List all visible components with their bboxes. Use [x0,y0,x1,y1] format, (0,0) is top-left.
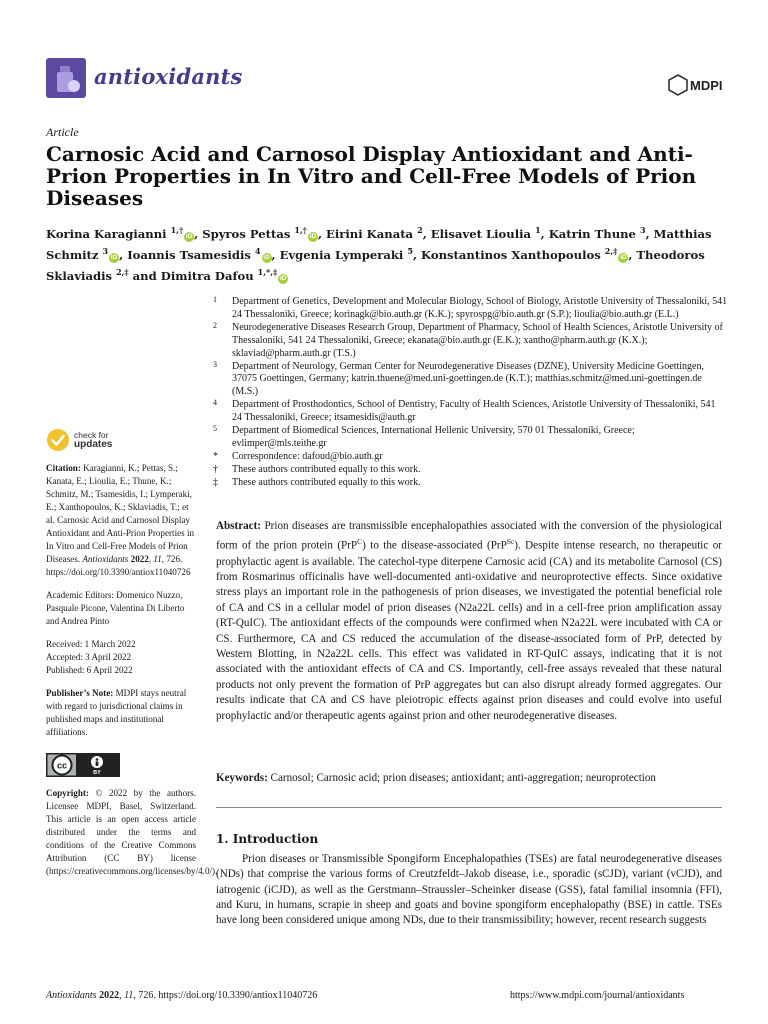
editors-block [46,589,196,628]
affiliation-mark: * [213,450,218,462]
copyright-block [46,787,218,878]
editors-text: Domenico Nuzzo, Pasquale Picone, Valentina Di Liberto and Andrea Pinto [46,590,185,626]
author-name[interactable]: Elisavet Lioulia [430,226,532,241]
affiliation-text: Department of Genetics, Development and Molecular Biology, School of Biology, Aristotle University of Thessaloniki, 541 24 Thessaloniki, Greece; korinagk@bio.auth.gr (K.K.); spyrospg@bio.auth.gr (S.P.); lioulia@bio.auth.gr (E.L.) [232,296,728,320]
affiliation-item [213,464,728,477]
article-title: Carnosic Acid and Carnosol Display Antioxidant and Anti-Prion Properties in In Vitro and Cell-Free Models of Prion Diseases [46,142,697,210]
affiliation-mark: † [213,463,218,475]
abstract-label: Abstract: [216,520,261,532]
author-name[interactable]: Konstantinos Xanthopoulos [421,247,601,262]
orcid-icon[interactable]: iD [185,232,193,240]
author-affiliation-mark: 1,*,‡ [257,266,278,277]
introduction-text [216,852,722,928]
citation-block: Citation: Karagianni, K.; Pettas, S.; Kanata, E.; Lioulia, E.; Thune, K.; Schmitz, M.; Tsamesidis, I.; Lymperaki, E.; Xanthopoulos, K.; Sklaviadis, T.; et al. Carnosic Acid and Carnosol Display Antioxidant and Anti-Prion Properties in In Vitro and Cell-Free Models of Prion Diseases. Antioxidants 2022, 11, 726. https://doi.org/10.3390/antiox11040726 [46,463,195,577]
citation-doi[interactable]: , 726. https://doi.org/10.3390/antiox11040726 [46,554,191,577]
affiliation-mark: 2 [213,320,217,330]
affiliation-mark: 4 [213,398,217,408]
citation-text: Karagianni, K.; Pettas, S.; Kanata, E.; Lioulia, E.; Thune, K.; Schmitz, M.; Tsamesidis, I.; Lymperaki, E.; Xanthopoulos, K.; Sklaviadis, T.; et al. Carnosic Acid and Carnosol Display Antioxidant and Anti-Prion Properties in In Vitro and Cell-Free Models of Prion Diseases. [46,463,195,564]
accepted-date: Accepted: 3 April 2022 [46,652,132,662]
introduction-heading: 1. Introduction [216,832,319,846]
authors-conjunction: and [132,268,157,283]
svg-text:MDPI: MDPI [690,78,722,93]
citation-year: 2022 [130,554,149,564]
abstract [216,519,722,724]
citation-volume: 11 [153,554,162,564]
check-updates-big: updates [74,439,113,450]
affiliation-item [213,399,728,425]
author-affiliation-mark: 1 [535,225,541,235]
check-updates-small: check for [74,430,109,440]
affiliation-item [213,425,728,451]
keywords [216,771,722,786]
publisher-note-label: Publisher’s Note: [46,688,114,698]
author-name[interactable]: Spyros Pettas [202,226,291,241]
svg-text:BY: BY [93,770,101,776]
citation-journal: Antioxidants [82,554,129,564]
received-date: Received: 1 March 2022 [46,639,136,649]
publisher-note-text: MDPI stays neutral with regard to jurisdictional claims in published maps and institutional affiliations. [46,688,187,737]
orcid-icon[interactable]: iD [263,253,270,261]
editors-label: Academic Editors: [46,590,114,600]
abstract-sup-1: C [357,537,363,547]
affiliation-item [213,477,728,490]
affiliation-item [213,451,728,464]
author-affiliation-mark: 3 [102,245,109,256]
citation-label: Citation: [46,463,81,473]
publisher-note [46,687,196,739]
copyright-text: © 2022 by the authors. Licensee MDPI, Basel, Switzerland. This article is an open access article distributed under the terms and conditions of the Creative Commons Attribution (CC BY) license (https://creativecommons.org/licenses/by/4.0/). [46,788,218,876]
svg-text:cc: cc [56,760,68,771]
affiliation-text: Department of Neurology, German Center for Neurodegenerative Diseases (DZNE), University Medicine Goettingen, 37075 Goettingen, Germany; katrin.thuene@med.uni-goettingen.de (K.T.); matthias.schmitz@med.uni-goettingen.de (M.S.) [232,360,704,398]
author-list: Korina Karagianni $^{1,\dagger}$iD , Spyros Pettas $^{1,\dagger}$iD , Eirini Kanata $^2$, Elisavet Lioulia $^1$, Katrin Thune $^3$, Matthias Schmitz $^3$iD , Ioannis Tsamesidis $^4$iD , Evgenia Lymperaki $^5$, Konstantinos Xanthopoulos $^{2,\ddagger}$iD , Theodoros Sklaviadis $^{2,\ddagger}$ and Dimitra Dafou $^{1,*,\ddagger}$iD [46,225,712,283]
affiliation-mark: 1 [213,295,217,304]
author-name[interactable]: Dimitra Dafou [160,268,254,283]
keywords-text: Carnosol; Carnosic acid; prion diseases; antioxidant; anti-aggregation; neuroprotection [270,772,656,784]
introduction-body: Prion diseases or Transmissible Spongiform Encephalopathies (TSEs) are fatal neurodegenerative diseases (NDs) that comprise the various forms of Creutzfeldt–Jakob disease, i.e., sporadic (sCJD), variant (vCJD), and iatrogenic (iCJD), as well as the Gerstmann–Straussler–Scheinker disease (GSS), fatal familial insomnia (FFI), and Kuru, in humans, scrapie in sheep and goats and bovine spongiform encephalopathy (BSE) in cattle. TSEs have long been considered unique among NDs, due to their transmissibility; however, recent research suggests [216,853,722,927]
affiliation-text: Department of Prosthodontics, School of Dentistry, Faculty of Health Sciences, Aristotle University of Thessaloniki, 541 24 Thessaloniki, Greece; itsamesidis@auth.gr [232,399,716,424]
dates-block [46,638,196,677]
author-name[interactable]: Eirini Kanata [326,226,414,241]
affiliation-text: These authors contributed equally to this work. [232,463,421,475]
copyright-label: Copyright: [46,788,89,798]
author-affiliation-mark: 4 [254,245,261,256]
abstract-text-3: ). Despite intense research, no therapeutic or prophylactic agent is available. The catechol-type diterpene Carnosic acid (CA) and its metabolite Carnosol (CS) from Rosmarinus officinalis have well-documented anti-oxidative and neuroprotective effects. Since oxidative stress plays an important role in the pathogenesis of prion diseases, we investigated the potential beneficial role of CA and CS in a cellular model of prion diseases (N2a22L cells) and in a cell-free prion amplification assay (RT-QuIC). The antioxidant effects of the compounds were confirmed when N2a22L were incubated with CA or CS. Furthermore, CA and CS reduced the accumulation of the disease-associated form of PrP, detected by Western Blotting, in N2a22L cells. This effect was validated in RT-QuIC assays, indicating that it is not associated with the antioxidant effects of CA and CS. Importantly, cell-free assays revealed that these natural products not only prevent the formation of PrP aggregates but can also disrupt already formed aggregates. Our results indicate that CA and CS have pleiotropic effects against prion diseases and could evolve into useful prophylactic and/or therapeutic agents against prion and other neurodegenerative diseases. [216,540,722,722]
orcid-icon[interactable]: iD [110,253,118,261]
author-affiliation-mark: 2 [417,225,423,235]
section-divider [216,807,722,808]
author-affiliation-mark: 2,‡ [604,245,618,256]
orcid-icon[interactable]: iD [279,274,287,282]
affiliation-item [213,361,728,400]
keywords-label: Keywords: [216,772,268,784]
journal-logo [46,58,86,98]
abstract-text-1: Prion diseases are transmissible encephalopathies associated with the conversion of the physiological form of the prion protein (PrP [216,520,722,553]
published-date: Published: 6 April 2022 [46,665,133,675]
footer-volume: 11 [124,990,134,1001]
author-affiliation-mark: 2,‡ [116,266,129,277]
author-name[interactable]: Evgenia Lymperaki [279,247,404,262]
cc-by-license-icon[interactable] [46,753,120,777]
author-name[interactable]: Katrin Thune [548,226,636,241]
orcid-icon[interactable]: iD [620,253,627,261]
footer-journal-url[interactable]: https://www.mdpi.com/journal/antioxidants [510,990,685,1001]
footer-journal: Antioxidants [46,990,97,1001]
author-affiliation-mark: 5 [407,245,413,256]
affiliation-item [213,296,728,322]
affiliation-text: Neurodegenerative Diseases Research Group, Department of Pharmacy, School of Health Sciences, Aristotle University of Thessaloniki, 541 24 Thessaloniki, Greece; ekanata@bio.auth.gr (E.K.); xantho@pharm.auth.gr (K.X.); sklaviad@pharm.auth.gr (T.S.) [232,321,723,359]
affiliation-mark: 5 [213,424,217,434]
author-name[interactable]: Matthias Schmitz [46,226,712,262]
abstract-text-2: ) to the disease-associated (PrP [362,540,507,553]
affiliation-item [213,322,728,361]
orcid-icon[interactable]: iD [309,232,317,240]
affiliation-text: These authors contributed equally to this work. [232,476,421,488]
affiliation-text: Correspondence: dafoud@bio.auth.gr [232,450,383,462]
mdpi-logo [668,74,722,96]
author-name[interactable]: Korina Karagianni [46,226,167,241]
affiliation-text: Department of Biomedical Sciences, International Hellenic University, 570 01 Thessaloniki, Greece; evlimper@mls.teithe.gr [232,425,635,449]
footer-citation: Antioxidants 2022, 11, 726. https://doi.org/10.3390/antiox11040726 [46,990,318,1001]
article-type: Article [46,125,79,139]
affiliation-mark: 3 [213,359,217,369]
author-affiliation-mark: 3 [639,225,646,235]
author-affiliation-mark: 1,† [294,225,307,235]
affiliations [213,296,728,490]
sidebar [46,428,218,888]
check-for-updates-button[interactable] [46,428,196,452]
affiliation-mark: ‡ [213,476,218,488]
author-affiliation-mark: 1,† [170,225,184,235]
author-name[interactable]: Theodoros Sklaviadis [46,247,705,283]
check-updates-icon [46,428,70,452]
abstract-sup-2: Sc [506,537,515,547]
author-name[interactable]: Ioannis Tsamesidis [127,247,251,262]
journal-name: antioxidants [94,64,243,89]
footer-year: 2022 [99,990,120,1001]
footer-doi[interactable]: , 726. https://doi.org/10.3390/antiox11040726 [133,990,318,1001]
